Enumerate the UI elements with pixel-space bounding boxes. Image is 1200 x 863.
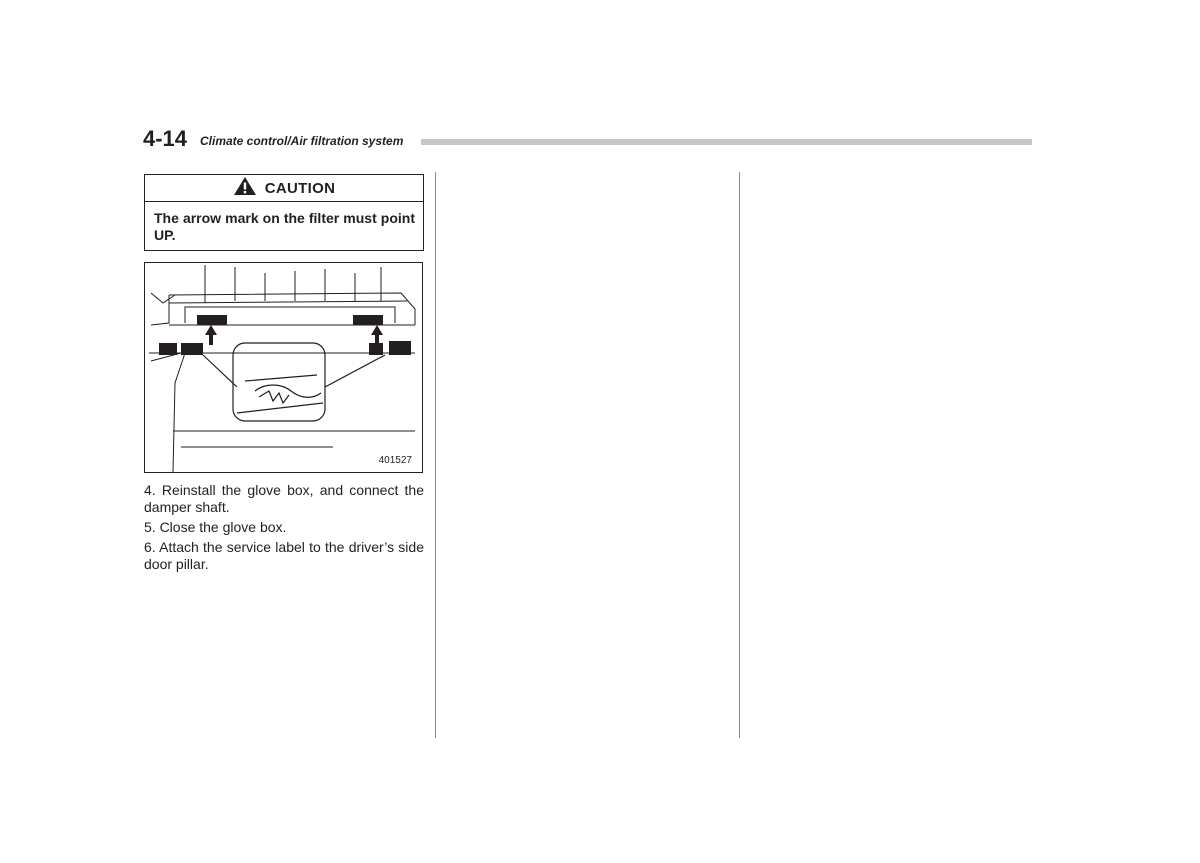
up-arrow-icons [205, 325, 383, 345]
caution-header [145, 175, 423, 202]
section-title: Climate control/Air filtration system [200, 134, 404, 148]
header-rule [421, 139, 1032, 145]
figure-code: 401527 [378, 455, 412, 466]
caution-text: The arrow mark on the filter must point UP. [154, 210, 415, 243]
warning-triangle-icon [233, 176, 257, 201]
column-divider-left [435, 172, 436, 738]
instruction-steps [144, 482, 424, 576]
step-item: 4. Reinstall the glove box, and connect the damper shaft. [144, 482, 424, 515]
caution-box [144, 174, 424, 251]
step-item: 5. Close the glove box. [144, 519, 287, 535]
callout-lines [203, 343, 385, 421]
filter-illustration [145, 263, 422, 472]
page-number: 4-14 [143, 126, 188, 151]
caution-title: CAUTION [264, 179, 336, 197]
filter-installation-figure [144, 262, 423, 473]
dashboard-lines [149, 265, 415, 472]
page-header [143, 124, 1033, 154]
step-item: 6. Attach the service label to the driver’s side door pillar. [144, 539, 424, 572]
column-divider-right [739, 172, 740, 738]
